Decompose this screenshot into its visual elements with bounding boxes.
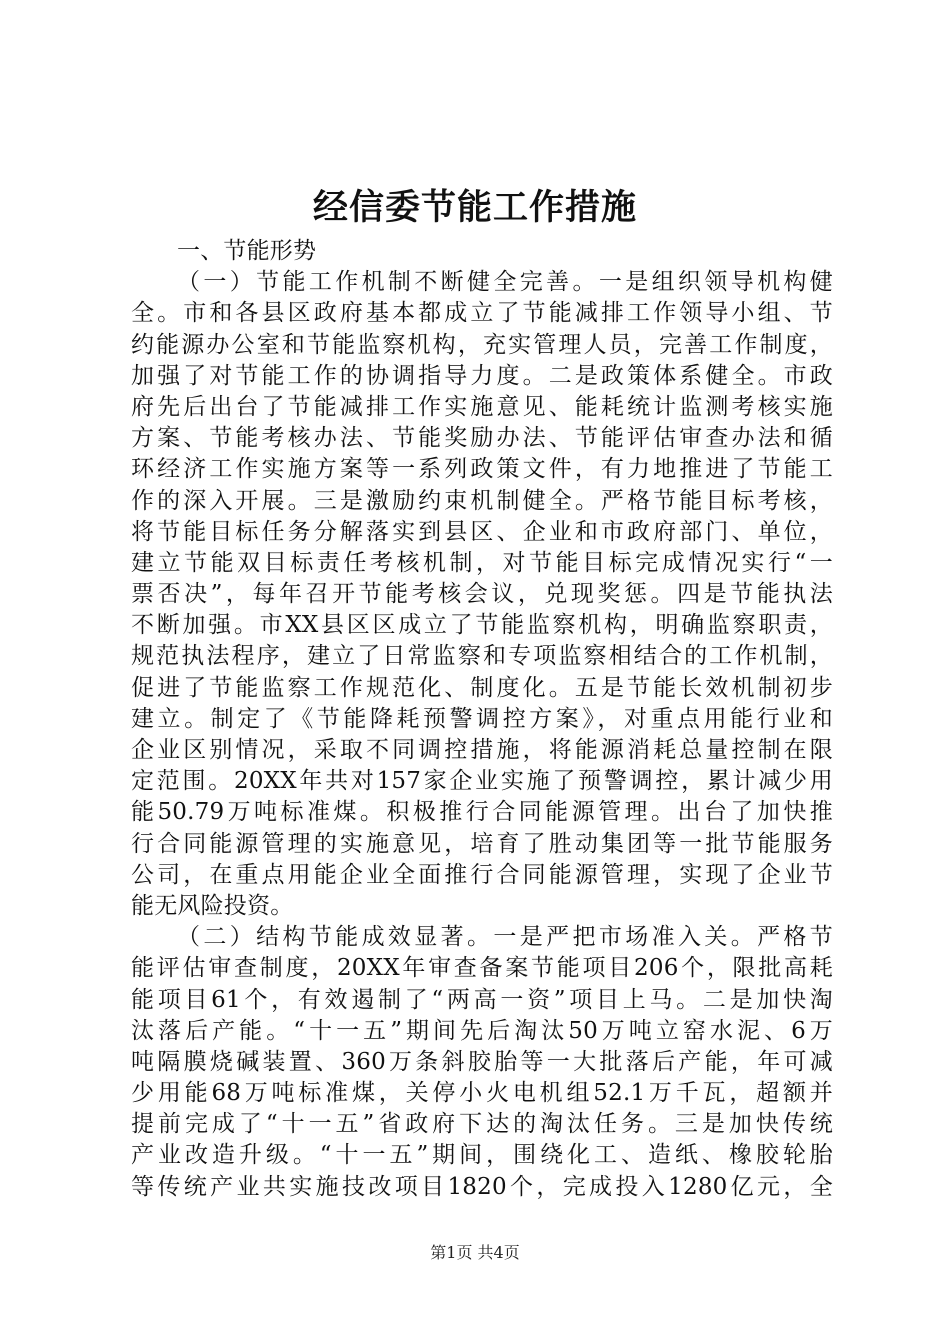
paragraph2-line: 能评估审查制度，20XX年审查备案节能项目206个，限批高耗: [131, 955, 833, 982]
paragraph2-line: （二）结构节能成效显著。一是严把市场准入关。严格节: [177, 924, 833, 951]
paragraph1-line: 作的深入开展。三是激励约束机制健全。严格节能目标考核，: [131, 487, 833, 514]
paragraph1-line: 方案、节能考核办法、节能奖励办法、节能评估审查办法和循: [131, 425, 833, 452]
paragraph1-line: 行合同能源管理的实施意见，培育了胜动集团等一批节能服务: [131, 830, 833, 857]
paragraph1-line: 将节能目标任务分解落实到县区、企业和市政府部门、单位，: [131, 518, 833, 545]
paragraph1-line: 府先后出台了节能减排工作实施意见、能耗统计监测考核实施: [131, 393, 833, 420]
document-title: 经信委节能工作措施: [312, 187, 637, 228]
document-body: [131, 236, 833, 1203]
paragraph1-line: 定范围。20XX年共对157家企业实施了预警调控，累计减少用: [131, 768, 833, 795]
paragraph1-line: 能无风险投资。: [131, 892, 294, 919]
paragraph1-line: 公司，在重点用能企业全面推行合同能源管理，实现了企业节: [131, 861, 833, 888]
paragraph2-line: 提前完成了“十一五”省政府下达的淘汰任务。三是加快传统: [131, 1111, 833, 1138]
page-footer: 第1页 共4页: [430, 1243, 520, 1262]
paragraph1-line: 能50.79万吨标准煤。积极推行合同能源管理。出台了加快推: [131, 799, 833, 826]
paragraph1-line: （一）节能工作机制不断健全完善。一是组织领导机构健: [177, 269, 833, 296]
paragraph1-line: 企业区别情况，采取不同调控措施，将能源消耗总量控制在限: [131, 737, 833, 763]
paragraph1-line: 票否决”，每年召开节能考核会议，兑现奖惩。四是节能执法: [131, 581, 833, 608]
paragraph1-line: 约能源办公室和节能监察机构，充实管理人员，完善工作制度，: [131, 331, 833, 358]
paragraph2-line: 产业改造升级。“十一五”期间，围绕化工、造纸、橡胶轮胎: [131, 1142, 833, 1169]
paragraph1-line: 促进了节能监察工作规范化、制度化。五是节能长效机制初步: [131, 674, 833, 701]
paragraph2-line: 能项目61个，有效遏制了“两高一资”项目上马。二是加快淘: [131, 986, 833, 1013]
paragraph1-line: 环经济工作实施方案等一系列政策文件，有力地推进了节能工: [131, 456, 833, 483]
paragraph1-line: 不断加强。市XX县区区成立了节能监察机构，明确监察职责，: [131, 612, 833, 639]
paragraph2-line: 吨隔膜烧碱装置、360万条斜胶胎等一大批落后产能，年可减: [131, 1048, 833, 1075]
paragraph1-line: 规范执法程序，建立了日常监察和专项监察相结合的工作机制，: [131, 643, 833, 670]
paragraph1-line: 全。市和各县区政府基本都成立了节能减排工作领导小组、节: [131, 300, 833, 327]
paragraph2-line: 等传统产业共实施技改项目1820个，完成投入1280亿元，全: [131, 1173, 833, 1200]
paragraph1-line: 建立。制定了《节能降耗预警调控方案》，对重点用能行业和: [131, 705, 833, 732]
section-heading: 一、节能形势: [177, 238, 317, 264]
paragraph1-line: 加强了对节能工作的协调指导力度。二是政策体系健全。市政: [131, 362, 833, 389]
paragraph1-line: 建立节能双目标责任考核机制，对节能目标完成情况实行“一: [131, 549, 833, 576]
paragraph2-line: 汰落后产能。“十一五”期间先后淘汰50万吨立窑水泥、6万: [131, 1017, 833, 1044]
paragraph2-line: 少用能68万吨标准煤，关停小火电机组52.1万千瓦，超额并: [131, 1080, 833, 1107]
